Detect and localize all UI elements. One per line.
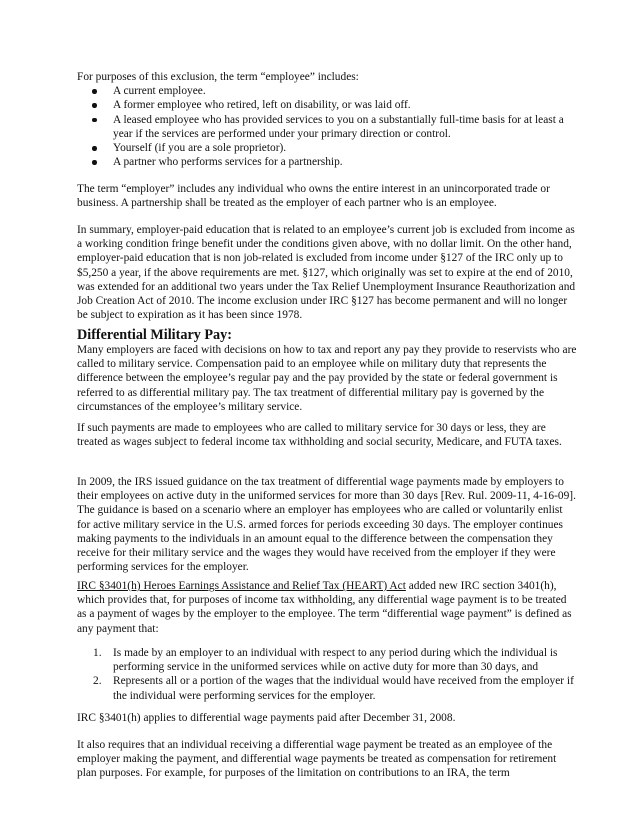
bullet-icon — [92, 89, 97, 94]
list-item: A leased employee who has provided services to you on a substantially full-time basis for at least a year if the services are performed under your primary direction or control. — [77, 113, 577, 141]
bullet-icon — [92, 160, 97, 165]
military-paragraph-2: If such payments are made to employees who are called to military service for 30 days or less, they are treated as wages subject to federal income tax withholding and social security, Medicare, and FUTA taxes. — [77, 422, 562, 449]
bullet-icon — [92, 118, 97, 123]
heart-act-link[interactable]: IRC §3401(h) Heroes Earnings Assistance and Relief Tax (HEART) Act — [77, 580, 406, 592]
bullet-icon — [92, 103, 97, 108]
list-item: 2. Represents all or a portion of the wages that the individual would have received from the employer if the individual were performing services for the employer. — [93, 675, 574, 702]
list-item: A current employee. — [77, 84, 577, 98]
section-heading: Differential Military Pay: — [77, 327, 232, 343]
requires-paragraph: It also requires that an individual receiving a differential wage payment be treated as an employee of the employer making the payment, and differential wage payments be treated as compensation for retirement plan purposes. For example, for purposes of the limitation on contributions to an IRA, the term — [77, 739, 557, 780]
employee-intro: For purposes of this exclusion, the term “employee” includes: — [77, 71, 359, 83]
military-paragraph-1: Many employers are faced with decisions on how to tax and report any pay they provide to reservists who are called to military service. Compensation paid to an employee while on military duty that represents the difference between the employee’s regular pay and the pay provided by the state or federal government is referred to as differential military pay. The tax treatment of differential military pay is governed by the circumstances of the employee’s military service. — [77, 344, 577, 413]
heart-act-paragraph: IRC §3401(h) Heroes Earnings Assistance and Relief Tax (HEART) Act added new IRC section 3401(h), which provides that, for purposes of income tax withholding, any differential wage payment is to be treated as a payment of wages by the employer to the employee. The term “differential wage payment” is defined as any payment that: — [77, 580, 572, 635]
summary-paragraph: In summary, employer-paid education that is related to an employee’s current job is excluded from income as a working condition fringe benefit under the conditions given above, with no dollar limit. On the other hand, employer-paid education that is non job-related is excluded from income under §127 of the IRC only up to $5,250 a year, if the above requirements are met. §127, which originally was set to expire at the end of 2010, was extended for an additional two years under the Tax Relief Unemployment Insurance Reauthorization and Job Creation Act of 2010. The income exclusion under IRC §127 has become permanent and will no longer be subject to expiration as it has been since 1978. — [77, 224, 576, 322]
employer-paragraph: The term “employer” includes any individual who owns the entire interest in an unincorporated trade or business. A partnership shall be treated as the employer of each partner who is an employee. — [77, 183, 550, 210]
military-paragraph-3: In 2009, the IRS issued guidance on the tax treatment of differential wage payments made by employers to their employees on active duty in the uniformed services for more than 30 days [Rev. Rul. 2009-11, 4-16-09]. The guidance is based on a scenario where an employer has employees who are called or voluntarily enlist for active military service in the U.S. armed forces for periods exceeding 30 days. The employer continues making payments to the individuals in an amount equal to the difference between the compensation they receive for their military service and the wages they would have received from the employer if they were performing services for the employer. — [77, 476, 576, 574]
bullet-icon — [92, 146, 97, 151]
list-item: 1. Is made by an employer to an individual with respect to any period during which the individual is performing service in the uniformed services while on active duty for more than 30 days, and — [93, 647, 558, 674]
employee-list — [77, 84, 577, 169]
list-item: Yourself (if you are a sole proprietor). — [77, 141, 577, 155]
applies-paragraph: IRC §3401(h) applies to differential wage payments paid after December 31, 2008. — [77, 712, 456, 724]
list-item: A former employee who retired, left on disability, or was laid off. — [77, 98, 577, 112]
employee-definition — [77, 70, 577, 169]
payment-criteria-list — [77, 646, 577, 703]
list-item: A partner who performs services for a partnership. — [77, 155, 577, 169]
